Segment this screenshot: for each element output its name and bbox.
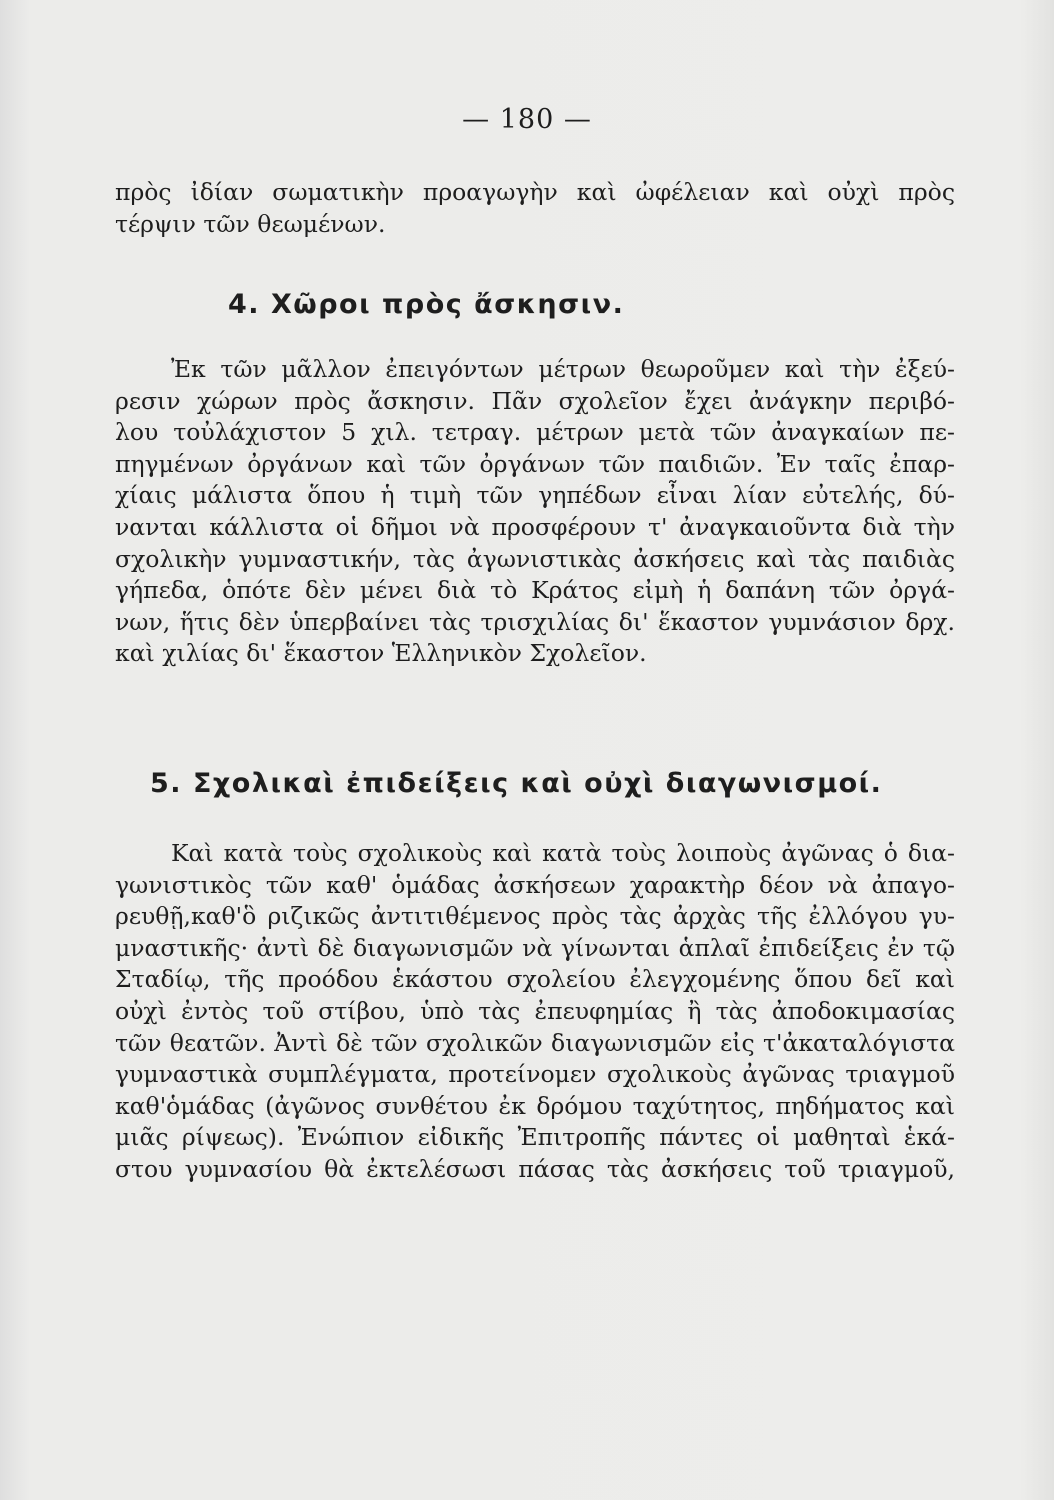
text-line: μναστικῆς· ἀντὶ δὲ διαγωνισμῶν νὰ γίνωνται ἁπλαῖ ἐπιδείξεις ἐν τῷ <box>115 933 955 962</box>
text-line: στου γυμνασίου θὰ ἐκτελέσωσι πάσας τὰς ἀσκήσεις τοῦ τριαγμοῦ, <box>115 1154 955 1183</box>
text-line: σχολικὴν γυμναστικήν, τὰς ἀγωνιστικὰς ἀσκήσεις καὶ τὰς παιδιὰς <box>115 544 955 573</box>
text-line: Σταδίῳ, τῆς προόδου ἑκάστου σχολείου ἐλεγχομένης ὅπου δεῖ καὶ <box>115 965 955 994</box>
section-heading-4: 4. Χῶροι πρὸς ἄσκησιν. <box>228 289 625 320</box>
text-line: τῶν θεατῶν. Ἀντὶ δὲ τῶν σχολικῶν διαγωνισμῶν εἰς τ'ἀκαταλόγιστα <box>115 1028 955 1057</box>
text-line: νων, ἥτις δὲν ὑπερβαίνει τὰς τρισχιλίας δι' ἕκαστον γυμνάσιον δρχ. <box>115 607 955 636</box>
text-line: τέρψιν τῶν θεωμένων. <box>115 209 386 238</box>
text-line: Καὶ κατὰ τοὺς σχολικοὺς καὶ κατὰ τοὺς λοιποὺς ἀγῶνας ὁ δια- <box>171 839 955 867</box>
page-number: — 180 — <box>462 104 592 135</box>
text-line: χίαις μάλιστα ὅπου ἡ τιμὴ τῶν γηπέδων εἶναι λίαν εὐτελής, δύ- <box>115 481 955 510</box>
text-line: γωνιστικὸς τῶν καθ' ὁμάδας ἀσκήσεων χαρακτὴρ δέον νὰ ἀπαγο- <box>115 870 955 899</box>
section-4-paragraph <box>115 354 955 670</box>
text-line: ρεσιν χώρων πρὸς ἄσκησιν. Πᾶν σχολεῖον ἔχει ἀνάγκην περιβό- <box>115 386 955 415</box>
text-line: γυμναστικὰ συμπλέγματα, προτείνομεν σχολικοὺς ἀγῶνας τριαγμοῦ <box>115 1060 955 1089</box>
text-line: καθ'ὁμάδας (ἀγῶνος συνθέτου ἐκ δρόμου ταχύτητος, πηδήματος καὶ <box>115 1091 955 1120</box>
text-line: γήπεδα, ὁπότε δὲν μένει διὰ τὸ Κράτος εἰμὴ ἡ δαπάνη τῶν ὀργά- <box>115 576 955 605</box>
text-line: πρὸς ἰδίαν σωματικὴν προαγωγὴν καὶ ὠφέλειαν καὶ οὐχὶ πρὸς <box>115 178 955 206</box>
intro-paragraph <box>115 177 955 240</box>
section-heading-5: 5. Σχολικαὶ ἐπιδείξεις καὶ οὐχὶ διαγωνισμοί. <box>150 768 883 799</box>
text-line: νανται κάλλιστα οἱ δῆμοι νὰ προσφέρουν τ' ἀναγκαιοῦντα διὰ τὴν <box>115 512 955 541</box>
section-5-paragraph <box>115 838 955 1186</box>
text-line: οὐχὶ ἐντὸς τοῦ στίβου, ὑπὸ τὰς ἐπευφημίας ἢ τὰς ἀποδοκιμασίας <box>115 996 955 1025</box>
text-line: πηγμένων ὀργάνων καὶ τῶν ὀργάνων τῶν παιδιῶν. Ἐν ταῖς ἐπαρ- <box>115 449 955 478</box>
text-line: μιᾶς ρίψεως). Ἐνώπιον εἰδικῆς Ἐπιτροπῆς πάντες οἱ μαθηταὶ ἑκά- <box>115 1123 955 1152</box>
text-line: ρευθῇ,καθ'ὃ ριζικῶς ἀντιτιθέμενος πρὸς τὰς ἀρχὰς τῆς ἐλλόγου γυ- <box>115 902 955 931</box>
text-line: καὶ χιλίας δι' ἕκαστον Ἑλληνικὸν Σχολεῖον. <box>115 639 647 668</box>
text-line: Ἐκ τῶν μᾶλλον ἐπειγόντων μέτρων θεωροῦμεν καὶ τὴν ἐξεύ- <box>171 355 955 383</box>
text-line: λου τοὐλάχιστον 5 χιλ. τετραγ. μέτρων μετὰ τῶν ἀναγκαίων πε- <box>115 418 955 447</box>
